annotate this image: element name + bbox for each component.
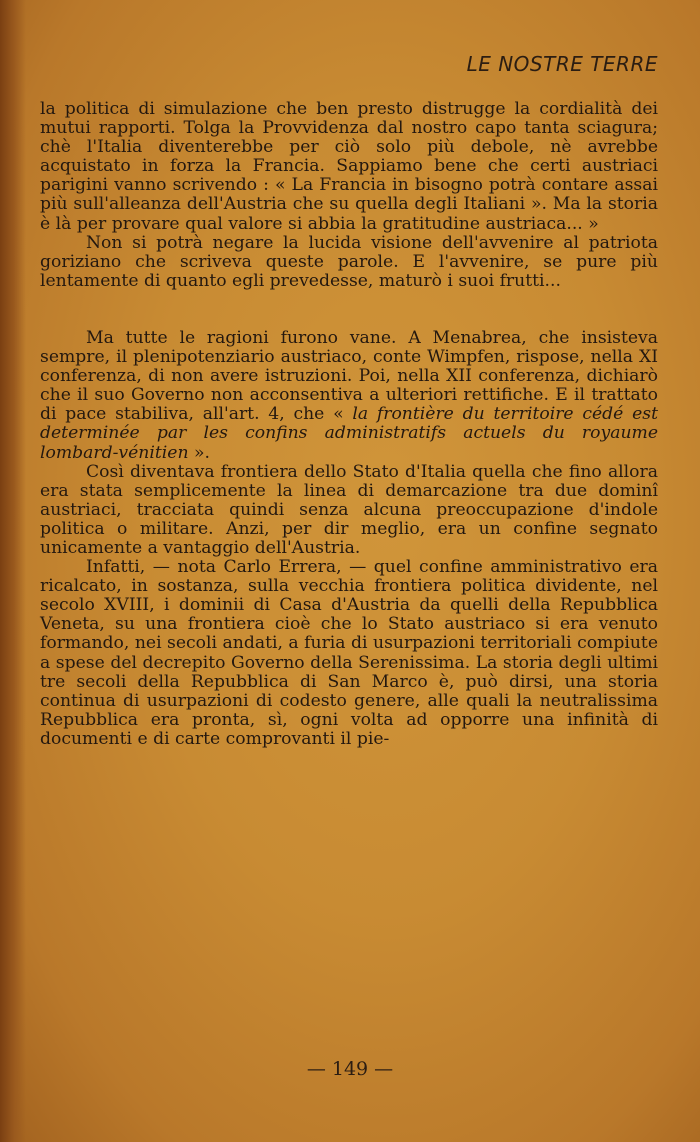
paragraph-3-lead: Ma tutte le ragioni furono vane. A Menabrea, che insisteva sempre, il plenipotenziario austriaco, conte Wimpfen, rispose, nella XI conferenza, di non avere istruzioni. Poi, nella XII conferenza, dichiarò che il suo Governo non acconsentiva a ulteriori rettifiche. E il trattato di pace stabiliva, all'art. 4, che « [40,327,658,425]
paragraph-3 [40,329,658,463]
page-number: — 149 — [306,1058,394,1080]
paragraph-3-tail: ». [188,442,210,463]
treaty-quote: la frontière du territoire cédé est determinée par les confins administratifs actuels du royaume lombard-vénitien [40,404,658,463]
body-text [40,100,658,749]
paragraph-2: Non si potrà negare la lucida visione dell'avvenire al patriota goriziano che scriveva queste parole. E l'avvenire, se pure più lentamente di quanto egli prevedesse, maturò i suoi frutti... [40,232,658,291]
running-header: LE NOSTRE TERRE [466,52,658,76]
binding-shadow [0,0,26,1142]
paragraph-1: la politica di simulazione che ben presto distrugge la cordialità dei mutui rapporti. Tolga la Provvidenza dal nostro capo tanta sciagura; chè l'Italia diventerebbe per ciò solo più debole, nè avrebbe acquistato in forza la Francia. Sappiamo bene che certi austriaci parigini vanno scrivendo : « La Francia in bisogno potrà contare assai più sull'alleanza dell'Austria che su quella degli Italiani ». Ma la storia è là per provare qual valore si abbia la gratitudine austriaca... » [40,99,658,234]
paragraph-4: Così diventava frontiera dello Stato d'Italia quella che fino allora era stata semplicemente la linea di demarcazione tra due dominî austriaci, tracciata quindi senza alcuna preoccupazione d'indole politica o militare. Anzi, per dir meglio, era un confine segnato unicamente a vantaggio dell'Austria. [40,461,658,558]
paragraph-5: Infatti, — nota Carlo Errera, — quel confine amministrativo era ricalcato, in sostanza, sulla vecchia frontiera politica dividente, nel secolo XVIII, i dominii di Casa d'Austria da quelli della Repubblica Veneta, su una frontiera cioè che lo Stato austriaco si era venuto formando, nei secoli andati, a furia di usurpazioni territoriali compiute a spese del decrepito Governo della Serenissima. La storia degli ultimi tre secoli della Repubblica di San Marco è, può dirsi, una storia continua di usurpazioni di codesto genere, alle quali la neutralissima Repubblica era pronta, sì, ogni volta ad opporre una infinità di documenti e di carte comprovanti il pie- [40,557,658,749]
